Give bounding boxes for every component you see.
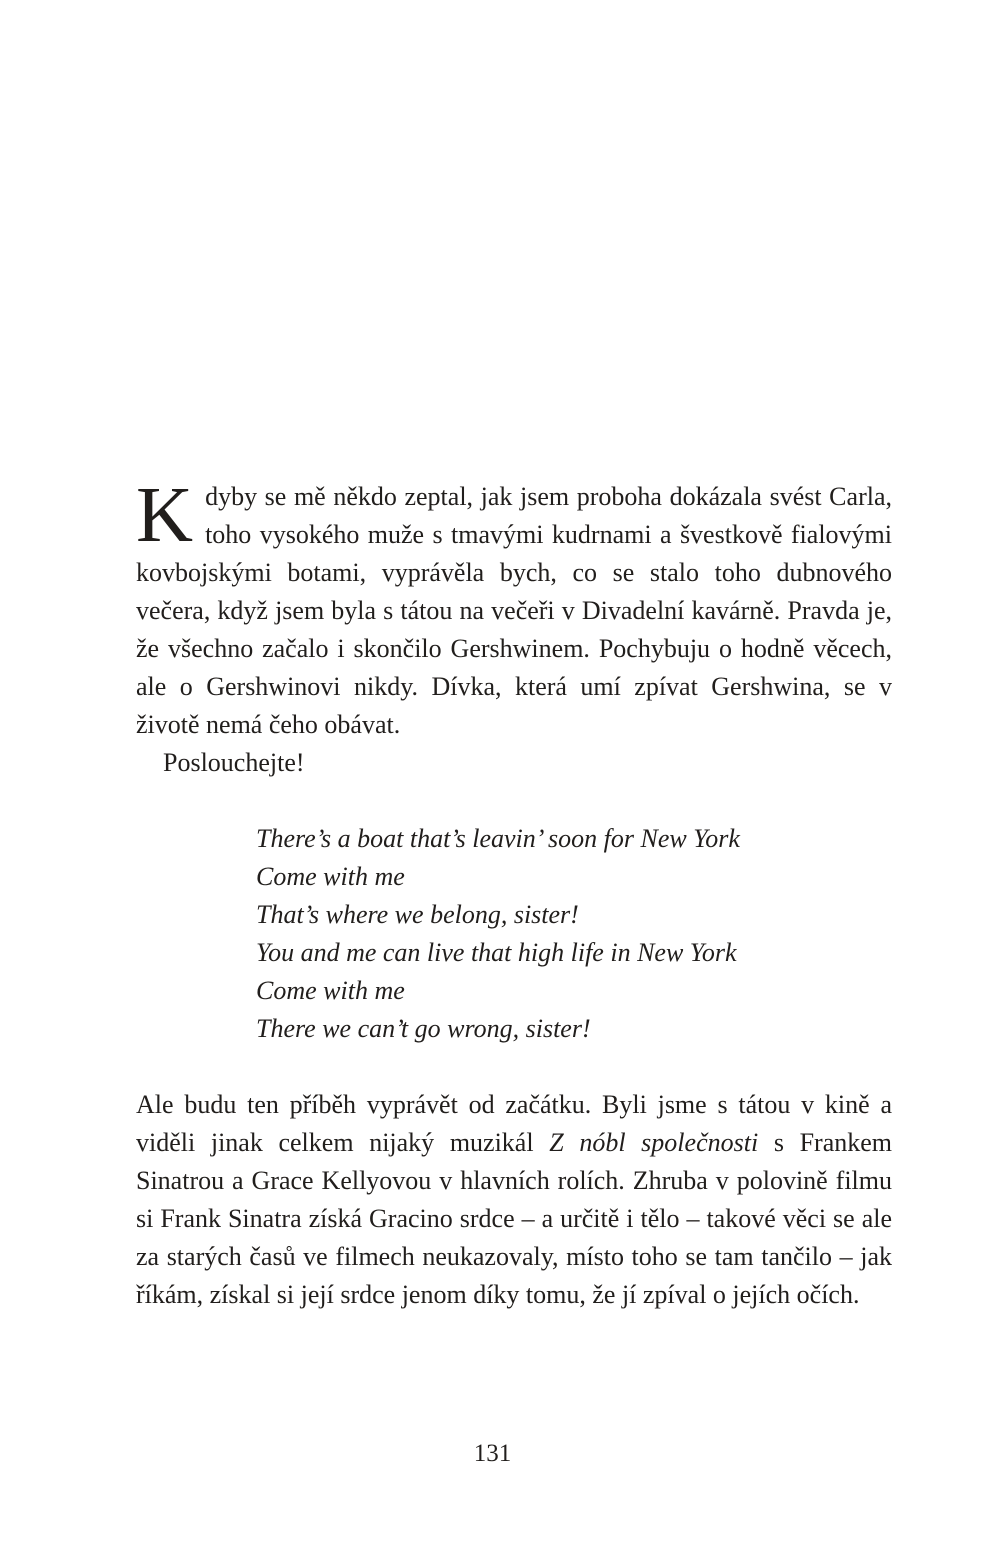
- paragraph-story-text-end: s Frankem Sinatrou a Grace Kellyovou v hlavních rolích. Zhruba v polovině filmu si Frank Sinatra získá Gracino srdce – a určitě i tělo – takové věci se ale za starých časů ve filmech neukazovaly, místo toho se tam tančilo – jak říkám, získal si její srdce jenom díky tomu, že jí zpíval o jejích očích.: [136, 1128, 892, 1309]
- paragraph-opening-text: dyby se mě někdo zeptal, jak jsem proboha dokázala svést Carla, toho vysokého muže s tmavými kudrnami a švestkově fialovými kovbojskými botami, vyprávěla bych, co se stalo toho dubnového večera, když jsem byla s tátou na večeři v Divadelní kavárně. Pravda je, že všechno začalo i skončilo Gershwinem. Pochybuju o hodně věcech, ale o Gershwinovi nikdy. Dívka, která umí zpívat Gershwina, se v životě nemá čeho obávat.: [136, 482, 892, 739]
- page-number: 131: [473, 1440, 512, 1467]
- quote-line: You and me can live that high life in New York: [256, 938, 737, 967]
- quote-line: That’s where we belong, sister!: [256, 900, 579, 929]
- paragraph-story-text-start: Ale budu ten příběh vyprávět od začátku. Byli jsme s tátou v kině a viděli jinak celkem nijaký muzikál: [136, 1090, 892, 1157]
- song-lyrics-quote: [256, 820, 892, 1048]
- drop-cap: K: [136, 472, 194, 559]
- movie-title: Z nóbl společnosti: [549, 1128, 759, 1157]
- paragraph-story: [136, 1086, 892, 1314]
- quote-line: There we can’t go wrong, sister!: [256, 1014, 591, 1043]
- quote-line: Come with me: [256, 862, 405, 891]
- text-block: [136, 472, 892, 1314]
- quote-line: Come with me: [256, 976, 405, 1005]
- quote-line: There’s a boat that’s leavin’ soon for New York: [256, 824, 740, 853]
- paragraph-opening: [136, 472, 892, 744]
- paragraph-listen: Poslouchejte!: [163, 748, 305, 777]
